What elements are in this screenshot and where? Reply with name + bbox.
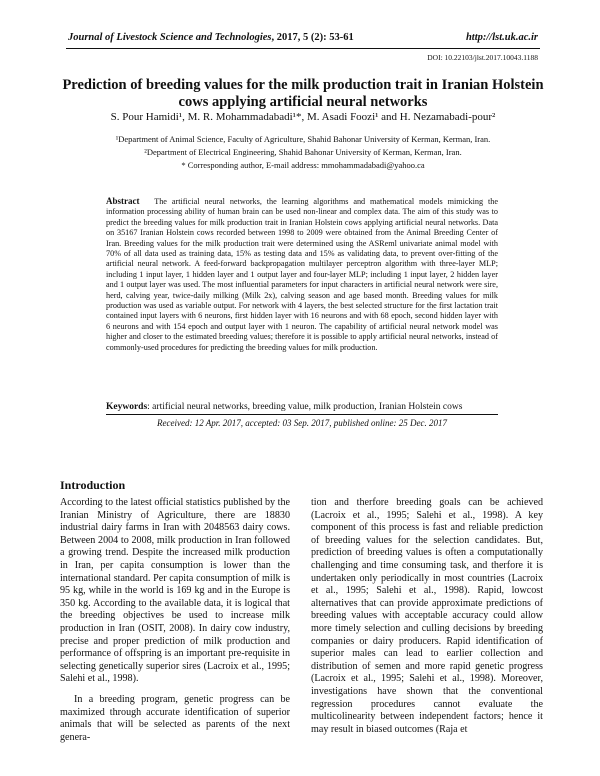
- header-divider: [66, 48, 540, 49]
- abstract: [106, 196, 498, 353]
- affiliation-1: ¹Department of Animal Science, Faculty of Agriculture, Shahid Bahonar University of Kerman, Kerman, Iran.: [115, 134, 491, 144]
- paragraph: In a breeding program, genetic progress can be maximized through accurate identification of superior animals that will be selected as parents of the next genera-: [60, 693, 290, 743]
- paper-title: Prediction of breeding values for the milk production trait in Iranian Holstein cows applying artificial neural networks: [62, 77, 544, 110]
- keywords-text: : artificial neural networks, breeding value, milk production, Iranian Holstein cows: [147, 402, 463, 412]
- journal-url[interactable]: http://lst.uk.ac.ir: [465, 32, 538, 43]
- column-right: [311, 497, 543, 736]
- abstract-label: Abstract: [106, 196, 140, 206]
- keywords-label: Keywords: [106, 402, 148, 412]
- authors: S. Pour Hamidi¹, M. R. Mohammadabadi¹*, M. Asadi Foozi¹ and H. Nezamabadi-pour²: [110, 111, 496, 123]
- paragraph: tion and therfore breeding goals can be achieved (Lacroix et al., 1995; Salehi et al., 1998). A key component of this process is fast and reliable prediction of breeding values for the selection candidates. But, prediction of breeding values is often a computationally challenging and time consuming task, and therfore it is undertaken only periodically in most countries (Lacroix et al., 1995; Salehi et al., 1998). Rapid, lowcost alternatives that can provide approximate predictions of breeding values with acceptable accuracy could allow more timely selection and culling decisions by breeding companies or dairy producers. Rapid identification of superior males can lead to earlier collection and distribution of semen and more rapid genetic progress (Lacroix et al., 1995; Salehi et al., 1998). Moreover, investigations have shown that the conventional regression procedures cannot evaluate the multicolinearity between independent factors; hence it may result in biased outcomes (Raja et: [311, 497, 543, 735]
- doi: DOI: 10.22103/jlst.2017.10043.1188: [427, 53, 538, 62]
- affiliation-2: ²Department of Electrical Engineering, Shahid Bahonar University of Kerman, Kerman, Iran.: [144, 147, 462, 157]
- column-left: [60, 497, 290, 744]
- corresponding-author: * Corresponding author, E-mail address: mmohammadabadi@yahoo.ca: [181, 160, 425, 170]
- journal-name: Journal of Livestock Science and Technologies: [68, 32, 272, 43]
- journal-volume: , 2017, 5 (2): 53-61: [271, 32, 354, 43]
- section-heading-introduction: Introduction: [60, 478, 126, 492]
- received-dates: Received: 12 Apr. 2017, accepted: 03 Sep. 2017, published online: 25 Dec. 2017: [156, 418, 447, 428]
- keywords-divider: [106, 414, 498, 415]
- keywords: [106, 402, 506, 412]
- abstract-text: The artificial neural networks, the learning algorithms and mathematical models mimicking the information processing ability of human brain can be used non-linear and complex data. The aim of this study was to predict the breeding values for milk production trait in Iranian Holstein cows applying artificial neural networks. Data on 35167 Iranian Holstein cows recorded between 1998 to 2009 were obtained from the Animal Breeding Center of Iran. Breeding values for the milk production trait were determined using the ASReml univariate animal model with 70% of all data used as training data, 15% as testing data and 15% as validating data, to prevent over-fitting of the artificial neural network. A feed-forward backpropagation multilayer perceptron algorithm with three-layer MLP; including 1 input layer, 1 hidden layer and 1 output layer and four-layer MLP; including 1 input layer, 2 hidden layer and 1 output layer was used. The most influential parameters for input characters in artificial neural network were sire, herd, calving year, twice-daily milking (Milk 2x), calving season and age based month. Breeding values for milk production was used as variable output. For network with 4 layers, the best selected structure for the first lactation trait contained input layers with 6 neurons, first hidden layer with 16 neurons and with 68 epoch, second hidden layer with 6 neurons and with 154 epoch and output layer with 1 neuron. The capability of artificial neural network model was higher and closer to the estimated breeding values; therefore it is possible to apply artificial neural networks, instead of commonly-used procedures for predicting the breeding values for milk production.: [106, 197, 498, 352]
- paragraph: According to the latest official statistics published by the Iranian Ministry of Agriculture, there are 18830 industrial dairy farms in Iran with 2048563 dairy cows. Between 2004 to 2008, milk production in Iran followed a growing trend. Despite the increased milk production in Iran, per capita consumption is lower than the international standard. Per capita consumption of milk is 95 kg, while in the world is 169 kg and in the Europe is 350 kg. According to the available data, it is logical that the breeding objectives be used to increase milk production in Iran (OSIT, 2008). In dairy cow industry, precise and proper prediction of milk production and performance of offspring is an important pre-requisite in selecting genetically superior sires (Lacroix et al., 1995; Salehi et al., 1998).: [60, 497, 290, 685]
- journal-header: [68, 32, 354, 43]
